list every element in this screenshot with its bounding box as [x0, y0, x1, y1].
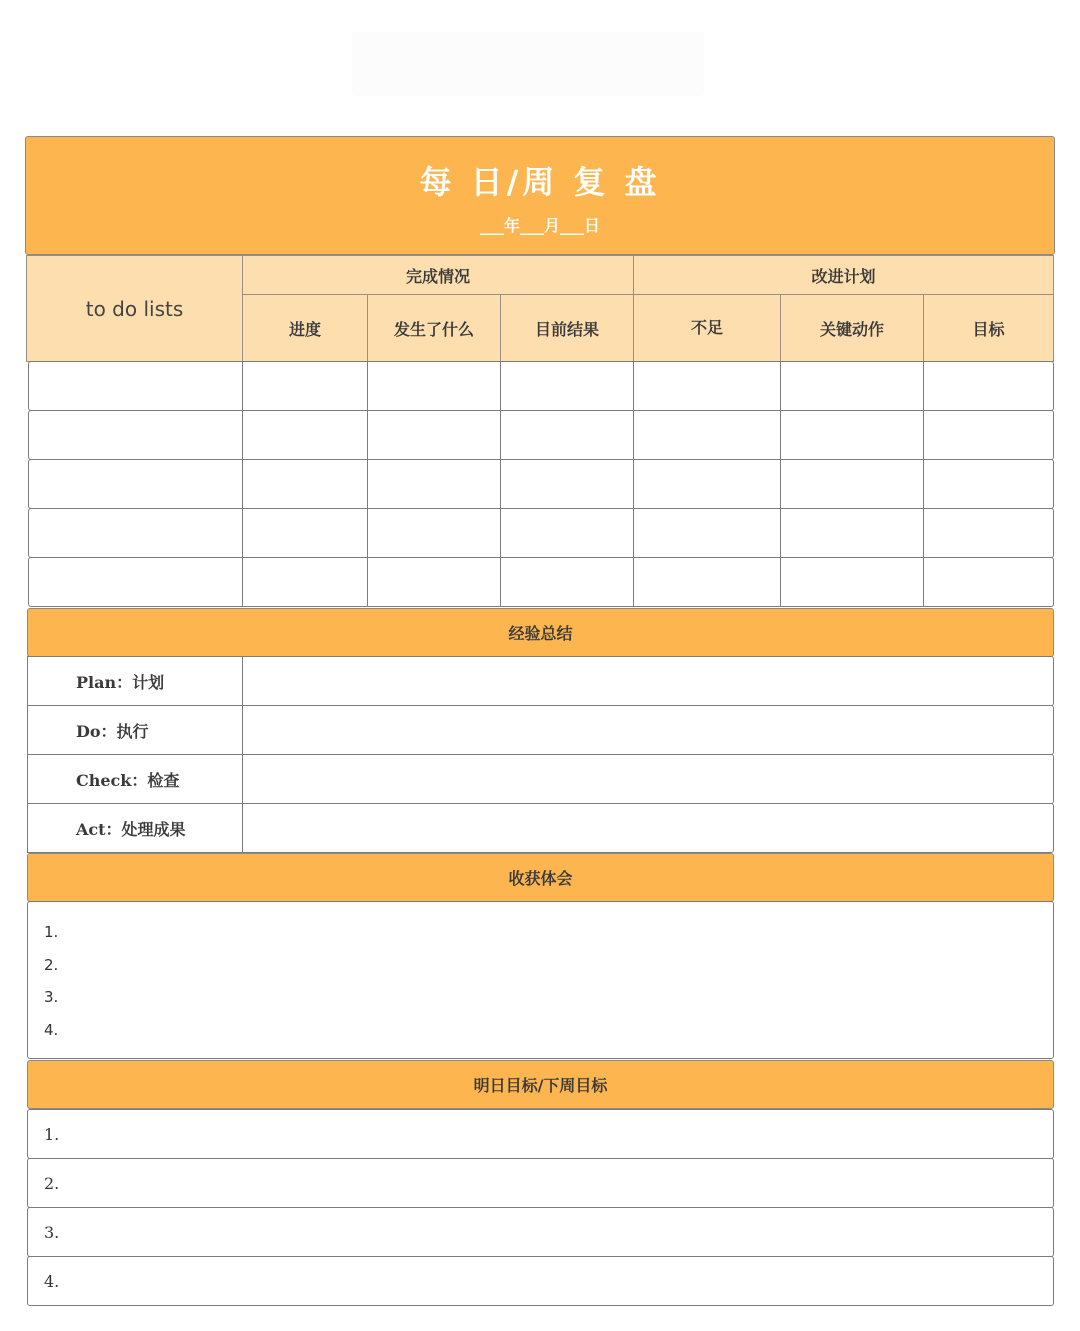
todo-grid-cell[interactable]	[633, 459, 781, 509]
experience-field-check[interactable]	[242, 754, 1054, 804]
todo-item-cell[interactable]	[28, 361, 243, 411]
todo-grid-cell[interactable]	[367, 557, 501, 607]
todo-grid-cell[interactable]	[633, 557, 781, 607]
faded-banner	[352, 32, 704, 96]
todo-grid-cell[interactable]	[367, 410, 501, 460]
todo-grid-cell[interactable]	[780, 508, 924, 558]
date-line: ___年___月___日	[479, 216, 600, 235]
experience-row-do: Do：执行	[27, 705, 243, 755]
column-progress: 进度	[242, 294, 368, 362]
todo-grid-cell[interactable]	[242, 557, 368, 607]
harvest-item: 3.	[44, 988, 59, 1006]
todo-grid-cell[interactable]	[367, 459, 501, 509]
todo-item-cell[interactable]	[28, 459, 243, 509]
experience-title: 经验总结	[508, 624, 573, 643]
todo-grid-cell[interactable]	[242, 508, 368, 558]
harvest-title: 收获体会	[508, 869, 573, 888]
todo-grid-cell[interactable]	[500, 508, 634, 558]
todo-item-cell[interactable]	[28, 557, 243, 607]
todo-grid-cell[interactable]	[923, 508, 1054, 558]
experience-field-act[interactable]	[242, 803, 1054, 853]
todo-grid-cell[interactable]	[367, 361, 501, 411]
todo-grid-cell[interactable]	[923, 557, 1054, 607]
todo-grid-cell[interactable]	[780, 557, 924, 607]
goal-row[interactable]: 1.	[27, 1109, 1054, 1159]
todo-grid-cell[interactable]	[242, 459, 368, 509]
todo-grid-cell[interactable]	[242, 361, 368, 411]
experience-row-act: Act：处理成果	[27, 803, 243, 853]
completion-group-header: 完成情况	[242, 255, 634, 295]
todo-grid-cell[interactable]	[500, 410, 634, 460]
harvest-bar	[27, 853, 1054, 902]
todo-grid-cell[interactable]	[780, 361, 924, 411]
column-target: 目标	[923, 294, 1054, 362]
goals-bar	[27, 1060, 1054, 1109]
experience-row-plan: Plan：计划	[27, 656, 243, 706]
improvement-group-header: 改进计划	[633, 255, 1054, 295]
harvest-box[interactable]	[27, 901, 1054, 1059]
todo-grid-cell[interactable]	[242, 410, 368, 460]
harvest-item: 4.	[44, 1021, 59, 1039]
experience-row-check: Check：检查	[27, 754, 243, 804]
todo-grid-cell[interactable]	[780, 410, 924, 460]
experience-field-plan[interactable]	[242, 656, 1054, 706]
todo-grid-cell[interactable]	[500, 557, 634, 607]
todo-item-cell[interactable]	[28, 410, 243, 460]
goal-row[interactable]: 2.	[27, 1158, 1054, 1208]
column-shortcomings: 不足	[633, 294, 781, 362]
todo-item-cell[interactable]	[28, 508, 243, 558]
experience-field-do[interactable]	[242, 705, 1054, 755]
goal-row[interactable]: 4.	[27, 1256, 1054, 1306]
column-key-actions: 关键动作	[780, 294, 924, 362]
todo-grid-cell[interactable]	[633, 508, 781, 558]
goals-title: 明日目标/下周目标	[473, 1076, 608, 1095]
todo-grid-cell[interactable]	[923, 361, 1054, 411]
goal-row[interactable]: 3.	[27, 1207, 1054, 1257]
todo-grid-cell[interactable]	[923, 410, 1054, 460]
todo-grid-cell[interactable]	[367, 508, 501, 558]
experience-bar	[27, 608, 1054, 657]
todo-grid-cell[interactable]	[780, 459, 924, 509]
page-title: 每 日/周 复 盘	[419, 163, 661, 201]
todo-grid-cell[interactable]	[633, 410, 781, 460]
harvest-item: 1.	[44, 923, 59, 941]
todo-grid-cell[interactable]	[500, 459, 634, 509]
todo-header: to do lists	[26, 255, 243, 362]
harvest-item: 2.	[44, 956, 59, 974]
todo-grid-cell[interactable]	[633, 361, 781, 411]
column-current-result: 目前结果	[500, 294, 634, 362]
todo-grid-cell[interactable]	[500, 361, 634, 411]
title-banner	[25, 136, 1055, 255]
column-what-happened: 发生了什么	[367, 294, 501, 362]
todo-grid-cell[interactable]	[923, 459, 1054, 509]
